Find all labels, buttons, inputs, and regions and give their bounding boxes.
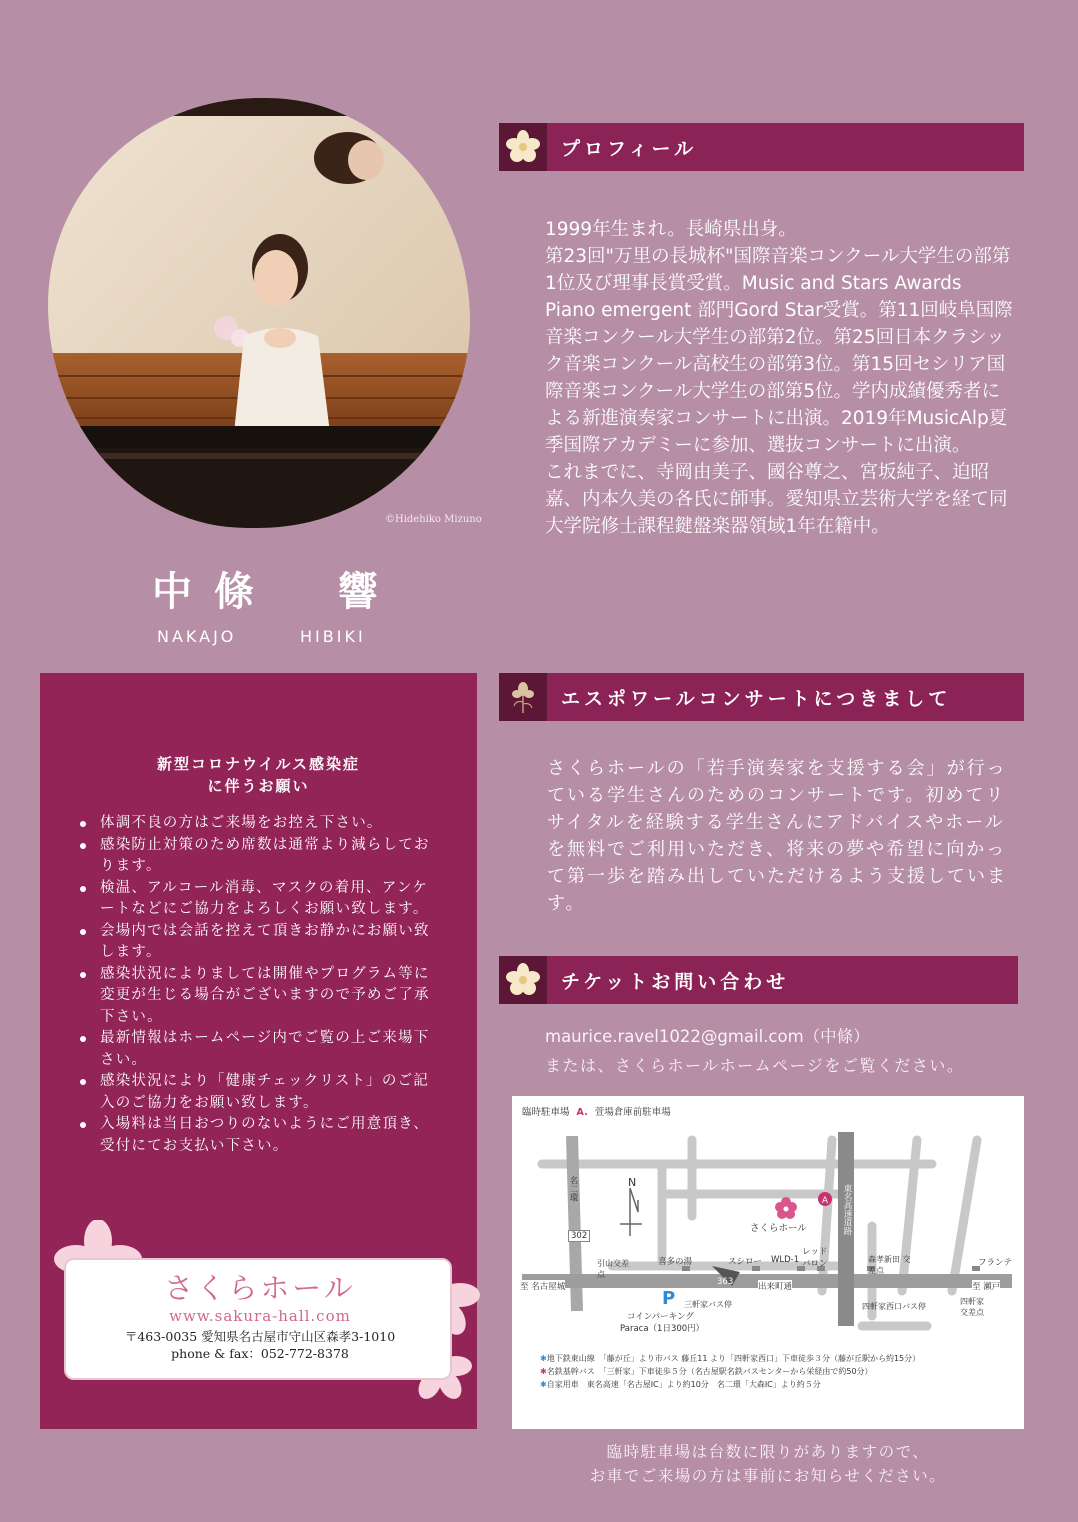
flower-icon — [499, 956, 547, 1004]
ticket-note: または、さくらホールホームページをご覧ください。 — [545, 1056, 965, 1075]
access-row: ✱地下鉄東山線 「藤が丘」より市バス 藤丘11 より「四軒家西口」下車徒歩３分（藤が丘駅から約15分） — [540, 1354, 921, 1363]
performer-name-jp: 中條 響 — [152, 569, 400, 615]
list-item: 感染状況によりましては開催やプログラム等に変更が生じる場合がございますので予めご了承下さい。 — [78, 964, 438, 1029]
ticket-email[interactable]: maurice.ravel1022@gmail.com（中條） — [545, 1027, 870, 1046]
paraca-label: Paraca（1日300円） — [620, 1324, 705, 1334]
hall-address: 〒463-0035 愛知県名古屋市守山区森孝3-1010 — [124, 1329, 396, 1344]
photo-credit: ©Hidehiko Mizuno — [385, 514, 482, 525]
meinishi-label: 名二環 — [568, 1176, 578, 1202]
covid-notice-title — [0, 753, 517, 797]
morishinden-label: 森孝新田 交差点 — [868, 1255, 911, 1275]
profile-header — [499, 123, 1024, 171]
parking-note-line1: 臨時駐車場は台数に限りがありますので、 — [606, 1443, 930, 1461]
pianist-photo-image — [48, 98, 470, 528]
red-baron-label: レッド バロン — [802, 1247, 828, 1269]
access-row: ✱自家用車 東名高速「名古屋IC」より約10分 名二環「大森IC」より約５分 — [540, 1380, 821, 1389]
profile-text — [545, 216, 1015, 540]
flower-icon — [499, 123, 547, 171]
hikiyama-label: 引山交差点 — [597, 1259, 629, 1279]
covid-notice-list — [78, 813, 438, 1157]
list-item: 感染状況により「健康チェックリスト」のご記入のご協力をお願い致します。 — [78, 1071, 438, 1114]
kitanoyu-label: 喜多の湯 — [658, 1257, 693, 1267]
north-indicator: N — [628, 1176, 637, 1189]
espoir-title: エスポワールコンサートにつきまして — [561, 687, 952, 710]
tomei-label: 東名高速道路 — [842, 1184, 852, 1235]
access-row: ✱名鉄基幹バス 「三軒家」下車徒歩５分（名古屋駅名鉄バスセンターから栄経由で約50分） — [540, 1367, 873, 1376]
pianist-photo — [48, 98, 470, 528]
yokenya-nishi-label: 四軒家西口バス停 — [862, 1302, 926, 1311]
profile-paragraph: 第23回"万里の長城杯"国際音楽コンクール大学生の部第1位及び理事長賞受賞。Music and Stars Awards Piano emergent 部門Gord Star受賞。第11回岐阜国際音楽コンクール大学生の部第2位。第25回日本クラシック音楽コンクール高校生の部第3位。第15回セシリア国際音楽コンクール大学生の部第5位。学内成績優秀者による新進演奏家コンサートに出演。2019年MusicAlp夏季国際アカデミーに参加、選抜コンサートに出演。 — [545, 246, 1013, 456]
profile-title: プロフィール — [561, 137, 698, 160]
espoir-header — [499, 673, 1024, 721]
sushiro-label: スシロー — [728, 1257, 763, 1267]
performer-name-en-first: NAKAJO — [157, 627, 237, 646]
ticket-header — [499, 956, 1018, 1004]
route-302: 302 — [568, 1230, 590, 1242]
svg-text:A: A — [821, 1196, 829, 1206]
map-parking-label: 臨時駐車場 A. 萱場倉庫前駐車場 — [522, 1107, 671, 1118]
france-label: フランテ — [978, 1258, 1013, 1268]
svg-text:P: P — [662, 1288, 676, 1309]
route-363: 363 — [717, 1277, 734, 1287]
list-item: 最新情報はホームページ内でご覧の上ご来場下さい。 — [78, 1028, 438, 1071]
wld-label: WLD-1 — [771, 1255, 800, 1265]
performer-name-en-last: HIBIKI — [300, 627, 366, 646]
dried-flower-icon — [499, 673, 547, 721]
access-map — [512, 1096, 1024, 1429]
profile-paragraph: 1999年生まれ。長崎県出身。 — [545, 219, 797, 240]
sangenya-label: 三軒家バス停 — [684, 1300, 732, 1309]
hall-phone: phone & fax：052-772-8378 — [171, 1346, 349, 1361]
hall-name: さくらホール — [164, 1271, 356, 1305]
to-seto-label: 至 瀬戸 — [972, 1282, 1001, 1292]
covid-notice-title-line2: に伴うお願い — [207, 777, 310, 795]
list-item: 検温、アルコール消毒、マスクの着用、アンケートなどにご協力をよろしくお願い致します。 — [78, 878, 438, 921]
hall-url[interactable]: www.sakura-hall.com — [169, 1307, 351, 1325]
coin-parking-label: コインパーキング — [627, 1312, 694, 1322]
list-item: 体調不良の方はご来場をお控え下さい。 — [78, 813, 438, 835]
parking-note-line2: お車でご来場の方は事前にお知らせください。 — [589, 1467, 947, 1485]
covid-notice-title-line1: 新型コロナウイルス感染症 — [156, 755, 361, 773]
espoir-text: さくらホールの「若手演奏家を支援する会」が行っている学生さんのためのコンサートです。初めてリサイタルを経験する学生さんにアドバイスやホールを無料でご利用いただき、将来の夢や希望に向かって第一歩を踏み出していただけるよう支援しています。 — [547, 758, 1007, 914]
demachi-label: 出来町通 — [758, 1282, 793, 1292]
parking-note — [512, 1440, 1024, 1488]
sakura-hall-label: さくらホール — [750, 1223, 807, 1234]
profile-paragraph: これまでに、寺岡由美子、國谷尊之、宮坂純子、迫昭嘉、内本久美の各氏に師事。愛知県立芸術大学を経て同大学院修士課程鍵盤楽器領域1年在籍中。 — [545, 462, 1008, 537]
list-item: 会場内では会話を控えて頂きお静かにお願い致します。 — [78, 921, 438, 964]
list-item: 入場料は当日おつりのないようにご用意頂き、受付にてお支払い下さい。 — [78, 1114, 438, 1157]
yokenya-label: 四軒家 交差点 — [960, 1297, 984, 1317]
list-item: 感染防止対策のため席数は通常より減らしております。 — [78, 835, 438, 878]
ticket-title: チケットお問い合わせ — [561, 970, 790, 993]
to-nagoya-label: 至 名古屋城 — [520, 1282, 566, 1292]
